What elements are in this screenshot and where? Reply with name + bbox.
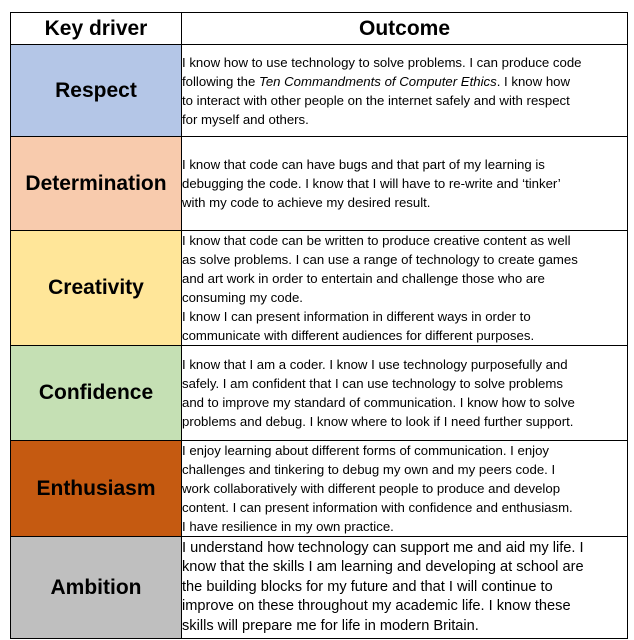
outcome-line: I know that code can be written to produce creative content as well	[182, 233, 571, 248]
outcome-line: I understand how technology can support me and aid my life. I	[182, 539, 584, 556]
key-driver-table	[10, 12, 628, 639]
outcome-line: and art work in order to entertain and challenge those who are	[182, 271, 545, 286]
outcome-line: I know that code can have bugs and that part of my learning is	[182, 157, 545, 172]
outcome-line: with my code to achieve my desired result.	[182, 195, 431, 210]
outcome-line	[182, 72, 627, 91]
outcome-enthusiasm	[182, 441, 628, 537]
outcome-line: know that the skills I am learning and developing at school are	[182, 559, 584, 576]
outcome-line: to interact with other people on the internet safely and with respect	[182, 92, 570, 108]
table-row-ambition	[11, 537, 628, 639]
outcome-line: I know how to use technology to solve problems. I can produce code	[182, 54, 582, 70]
outcome-confidence	[182, 346, 628, 441]
driver-confidence: Confidence	[11, 346, 182, 441]
outcome-line: debugging the code. I know that I will have to re-write and ‘tinker’	[182, 176, 561, 191]
outcome-line: I know that I am a coder. I know I use technology purposefully and	[182, 357, 568, 372]
table-row-enthusiasm	[11, 441, 628, 537]
outcome-line: for myself and others.	[182, 111, 309, 127]
outcome-line: as solve problems. I can use a range of technology to create games	[182, 252, 578, 267]
driver-respect: Respect	[11, 45, 182, 137]
outcome-line: problems and debug. I know where to look if I need further support.	[182, 414, 574, 429]
outcome-line: content. I can present information with confidence and enthusiasm.	[182, 500, 573, 515]
outcome-line: safely. I am confident that I can use technology to solve problems	[182, 376, 563, 391]
outcome-text: following the	[182, 73, 259, 89]
driver-creativity: Creativity	[11, 231, 182, 346]
outcome-creativity	[182, 231, 628, 346]
outcome-line: consuming my code.	[182, 290, 303, 305]
table-row-determination	[11, 137, 628, 231]
outcome-line: work collaboratively with different people to produce and develop	[182, 481, 561, 496]
outcome-line: communicate with different audiences for different purposes.	[182, 328, 535, 343]
header-key-driver: Key driver	[11, 13, 182, 45]
outcome-line: skills will prepare me for life in modern Britain.	[182, 617, 479, 634]
outcome-line: I know I can present information in different ways in order to	[182, 309, 531, 324]
outcome-determination	[182, 137, 628, 231]
header-row	[11, 13, 628, 45]
outcome-respect	[182, 45, 628, 137]
outcome-line: improve on these throughout my academic life. I know these	[182, 598, 571, 615]
table-row-creativity	[11, 231, 628, 346]
outcome-line: I have resilience in my own practice.	[182, 519, 394, 534]
outcome-line: I enjoy learning about different forms of communication. I enjoy	[182, 443, 550, 458]
driver-ambition: Ambition	[11, 537, 182, 639]
ethics-title: Ten Commandments of Computer Ethics	[258, 73, 497, 89]
outcome-line: and to improve my standard of communication. I know how to solve	[182, 395, 575, 410]
table-row-confidence	[11, 346, 628, 441]
table-row-respect	[11, 45, 628, 137]
driver-determination: Determination	[11, 137, 182, 231]
outcome-text: . I know how	[496, 73, 571, 89]
driver-enthusiasm: Enthusiasm	[11, 441, 182, 537]
outcome-line: challenges and tinkering to debug my own and my peers code. I	[182, 462, 556, 477]
header-outcome: Outcome	[182, 13, 628, 45]
outcome-ambition	[182, 537, 628, 639]
outcome-line: the building blocks for my future and that I will continue to	[182, 578, 553, 595]
